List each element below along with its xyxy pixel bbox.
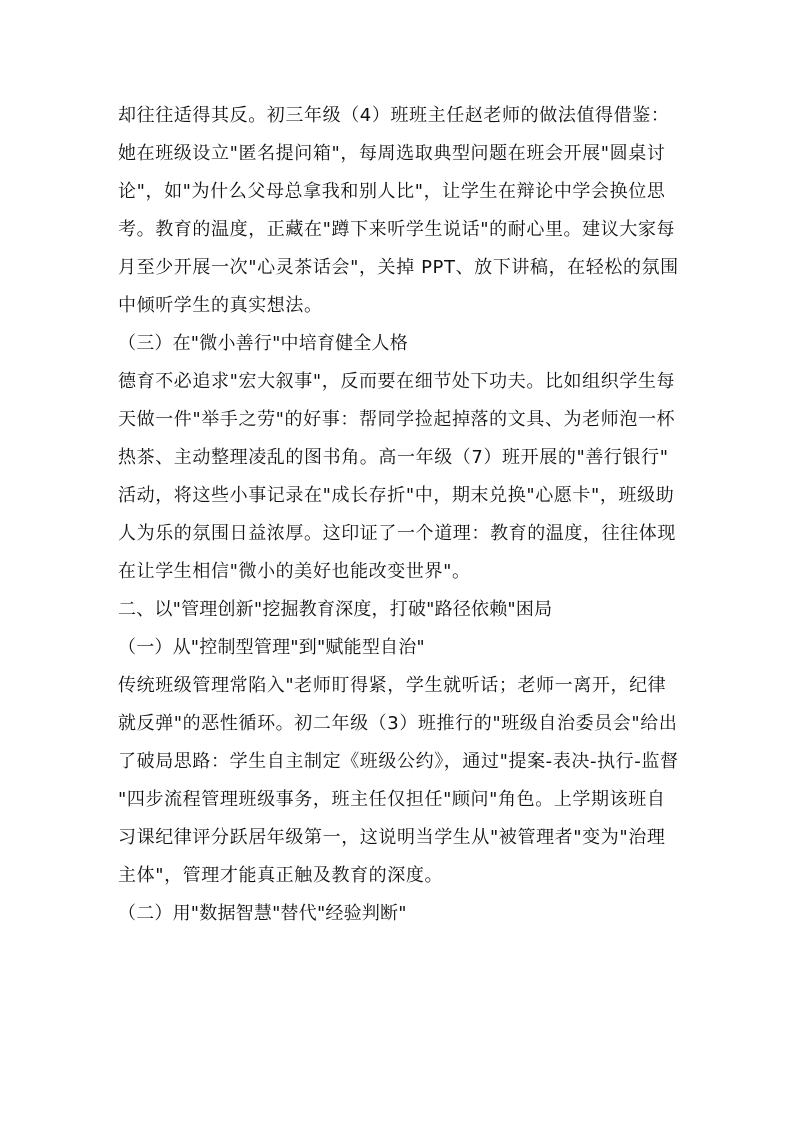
- body-text-line: 中倾听学生的真实想法。: [118, 295, 323, 316]
- body-text-line: 主体"，管理才能真正触及教育的深度。: [118, 865, 444, 886]
- section-heading: 二、以"管理创新"挖掘教育深度，打破"路径依赖"困局: [118, 599, 553, 620]
- body-text-line: 天做一件"举手之劳"的好事：帮同学捡起掉落的文具、为老师泡一杯: [118, 409, 676, 430]
- document-body: [118, 97, 678, 933]
- body-text-line: 热茶、主动整理凌乱的图书角。高一年级（7）班开展的"善行银行": [118, 447, 669, 468]
- body-text-line: 人为乐的氛围日益浓厚。这印证了一个道理：教育的温度，往往体现: [118, 523, 676, 544]
- body-text-line: 了破局思路：学生自主制定《班级公约》，通过"提案-表决-执行-监督: [118, 751, 679, 772]
- body-text-line: 月至少开展一次"心灵茶话会"，关掉 PPT、放下讲稿，在轻松的氛围: [118, 257, 679, 278]
- body-text-line: 她在班级设立"匿名提问箱"，每周选取典型问题在班会开展"圆桌讨: [118, 143, 666, 164]
- subsection-heading: （一）从"控制型管理"到"赋能型自治": [118, 637, 425, 658]
- body-text-line: 传统班级管理常陷入"老师盯得紧，学生就听话；老师一离开，纪律: [118, 675, 667, 696]
- body-text-line: 在让学生相信"微小的美好也能改变世界"。: [118, 561, 471, 582]
- body-text-line: 就反弹"的恶性循环。初二年级（3）班推行的"班级自治委员会"给出: [118, 713, 678, 734]
- body-text-line: 习课纪律评分跃居年级第一，这说明当学生从"被管理者"变为"治理: [118, 827, 666, 848]
- subsection-heading: （二）用"数据智慧"替代"经验判断": [118, 903, 407, 924]
- body-text-line: 考。教育的温度，正藏在"蹲下来听学生说话"的耐心里。建议大家每: [118, 219, 676, 240]
- body-text-line: 德育不必追求"宏大叙事"，反而要在细节处下功夫。比如组织学生每: [118, 371, 676, 392]
- subsection-heading: （三）在"微小善行"中培育健全人格: [118, 333, 408, 354]
- body-text-line: 活动，将这些小事记录在"成长存折"中，期末兑换"心愿卡"，班级助: [118, 485, 675, 506]
- body-text-line: "四步流程管理班级事务，班主任仅担任"顾问"角色。上学期该班自: [118, 789, 666, 810]
- body-text-line: 却往往适得其反。初三年级（4）班班主任赵老师的做法值得借鉴：: [118, 105, 670, 126]
- body-text-line: 论"，如"为什么父母总拿我和别人比"，让学生在辩论中学会换位思: [118, 181, 666, 202]
